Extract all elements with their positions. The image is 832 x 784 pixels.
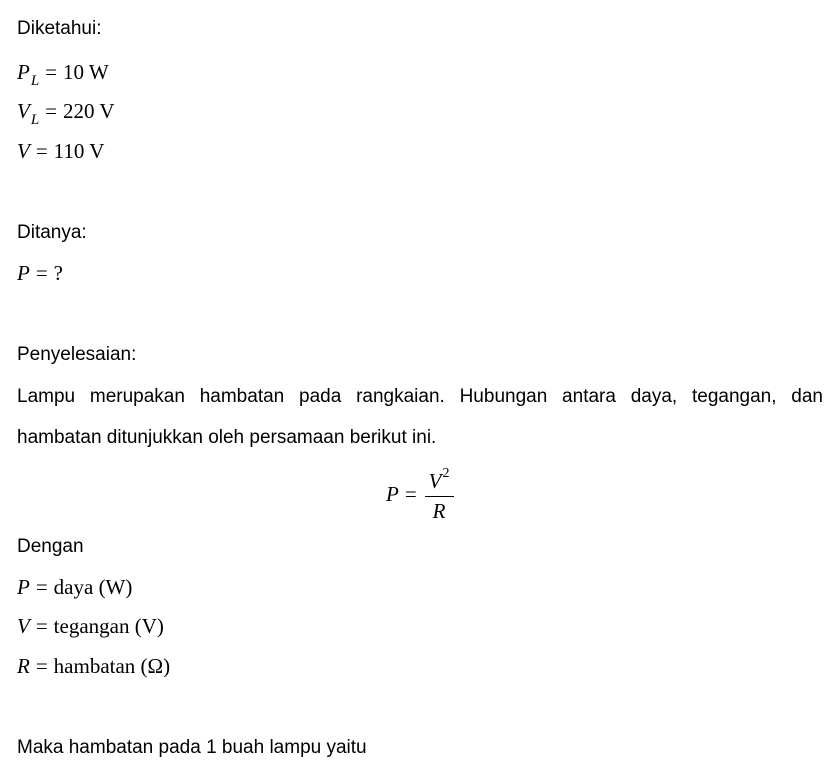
equals-sign: = <box>35 575 48 599</box>
meaning: hambatan (Ω) <box>53 654 171 678</box>
asked-line <box>17 261 63 286</box>
fraction-denominator: R <box>432 498 446 523</box>
symbol: P <box>17 261 30 285</box>
known-voltage-line <box>17 139 104 164</box>
definition-resistance <box>17 654 170 679</box>
equals-sign: = <box>35 261 48 285</box>
known-power-line <box>17 60 109 89</box>
formula-lhs: P <box>386 481 399 506</box>
symbol: P <box>17 575 30 599</box>
fraction-numerator <box>425 464 454 497</box>
asked-heading: Ditanya: <box>17 222 87 243</box>
definition-power <box>17 575 132 600</box>
numerator-symbol: V <box>428 468 442 493</box>
solution-heading: Penyelesaian: <box>17 344 137 365</box>
subscript: L <box>30 73 40 89</box>
value: ? <box>53 261 63 285</box>
meaning: tegangan (V) <box>53 614 164 638</box>
meaning: daya (W) <box>53 575 133 599</box>
solution-paragraph: Lampu merupakan hambatan pada rangkaian. Hubungan antara daya, tegangan, dan hambatan ditunjukkan oleh persamaan berikut ini. <box>17 386 823 448</box>
definition-voltage <box>17 614 164 639</box>
equals-sign: = <box>35 614 48 638</box>
equals-sign: = <box>35 139 48 163</box>
fraction <box>425 464 454 525</box>
equals-sign: = <box>45 99 58 123</box>
conclusion-line: Maka hambatan pada 1 buah lampu yaitu <box>17 737 367 758</box>
subscript: L <box>30 112 40 128</box>
exponent: 2 <box>442 465 450 481</box>
value: 220 V <box>63 99 115 123</box>
symbol: V <box>17 614 30 638</box>
symbol: V <box>17 139 30 163</box>
symbol: V <box>17 99 30 123</box>
equals-sign: = <box>404 481 417 506</box>
with-label: Dengan <box>17 536 84 557</box>
symbol: R <box>17 654 30 678</box>
equals-sign: = <box>35 654 48 678</box>
value: 10 W <box>63 60 109 84</box>
known-heading: Diketahui: <box>17 18 102 39</box>
known-rated-voltage-line <box>17 99 115 128</box>
power-formula <box>386 462 454 526</box>
equals-sign: = <box>45 60 58 84</box>
value: 110 V <box>53 139 105 163</box>
symbol: P <box>17 60 30 84</box>
